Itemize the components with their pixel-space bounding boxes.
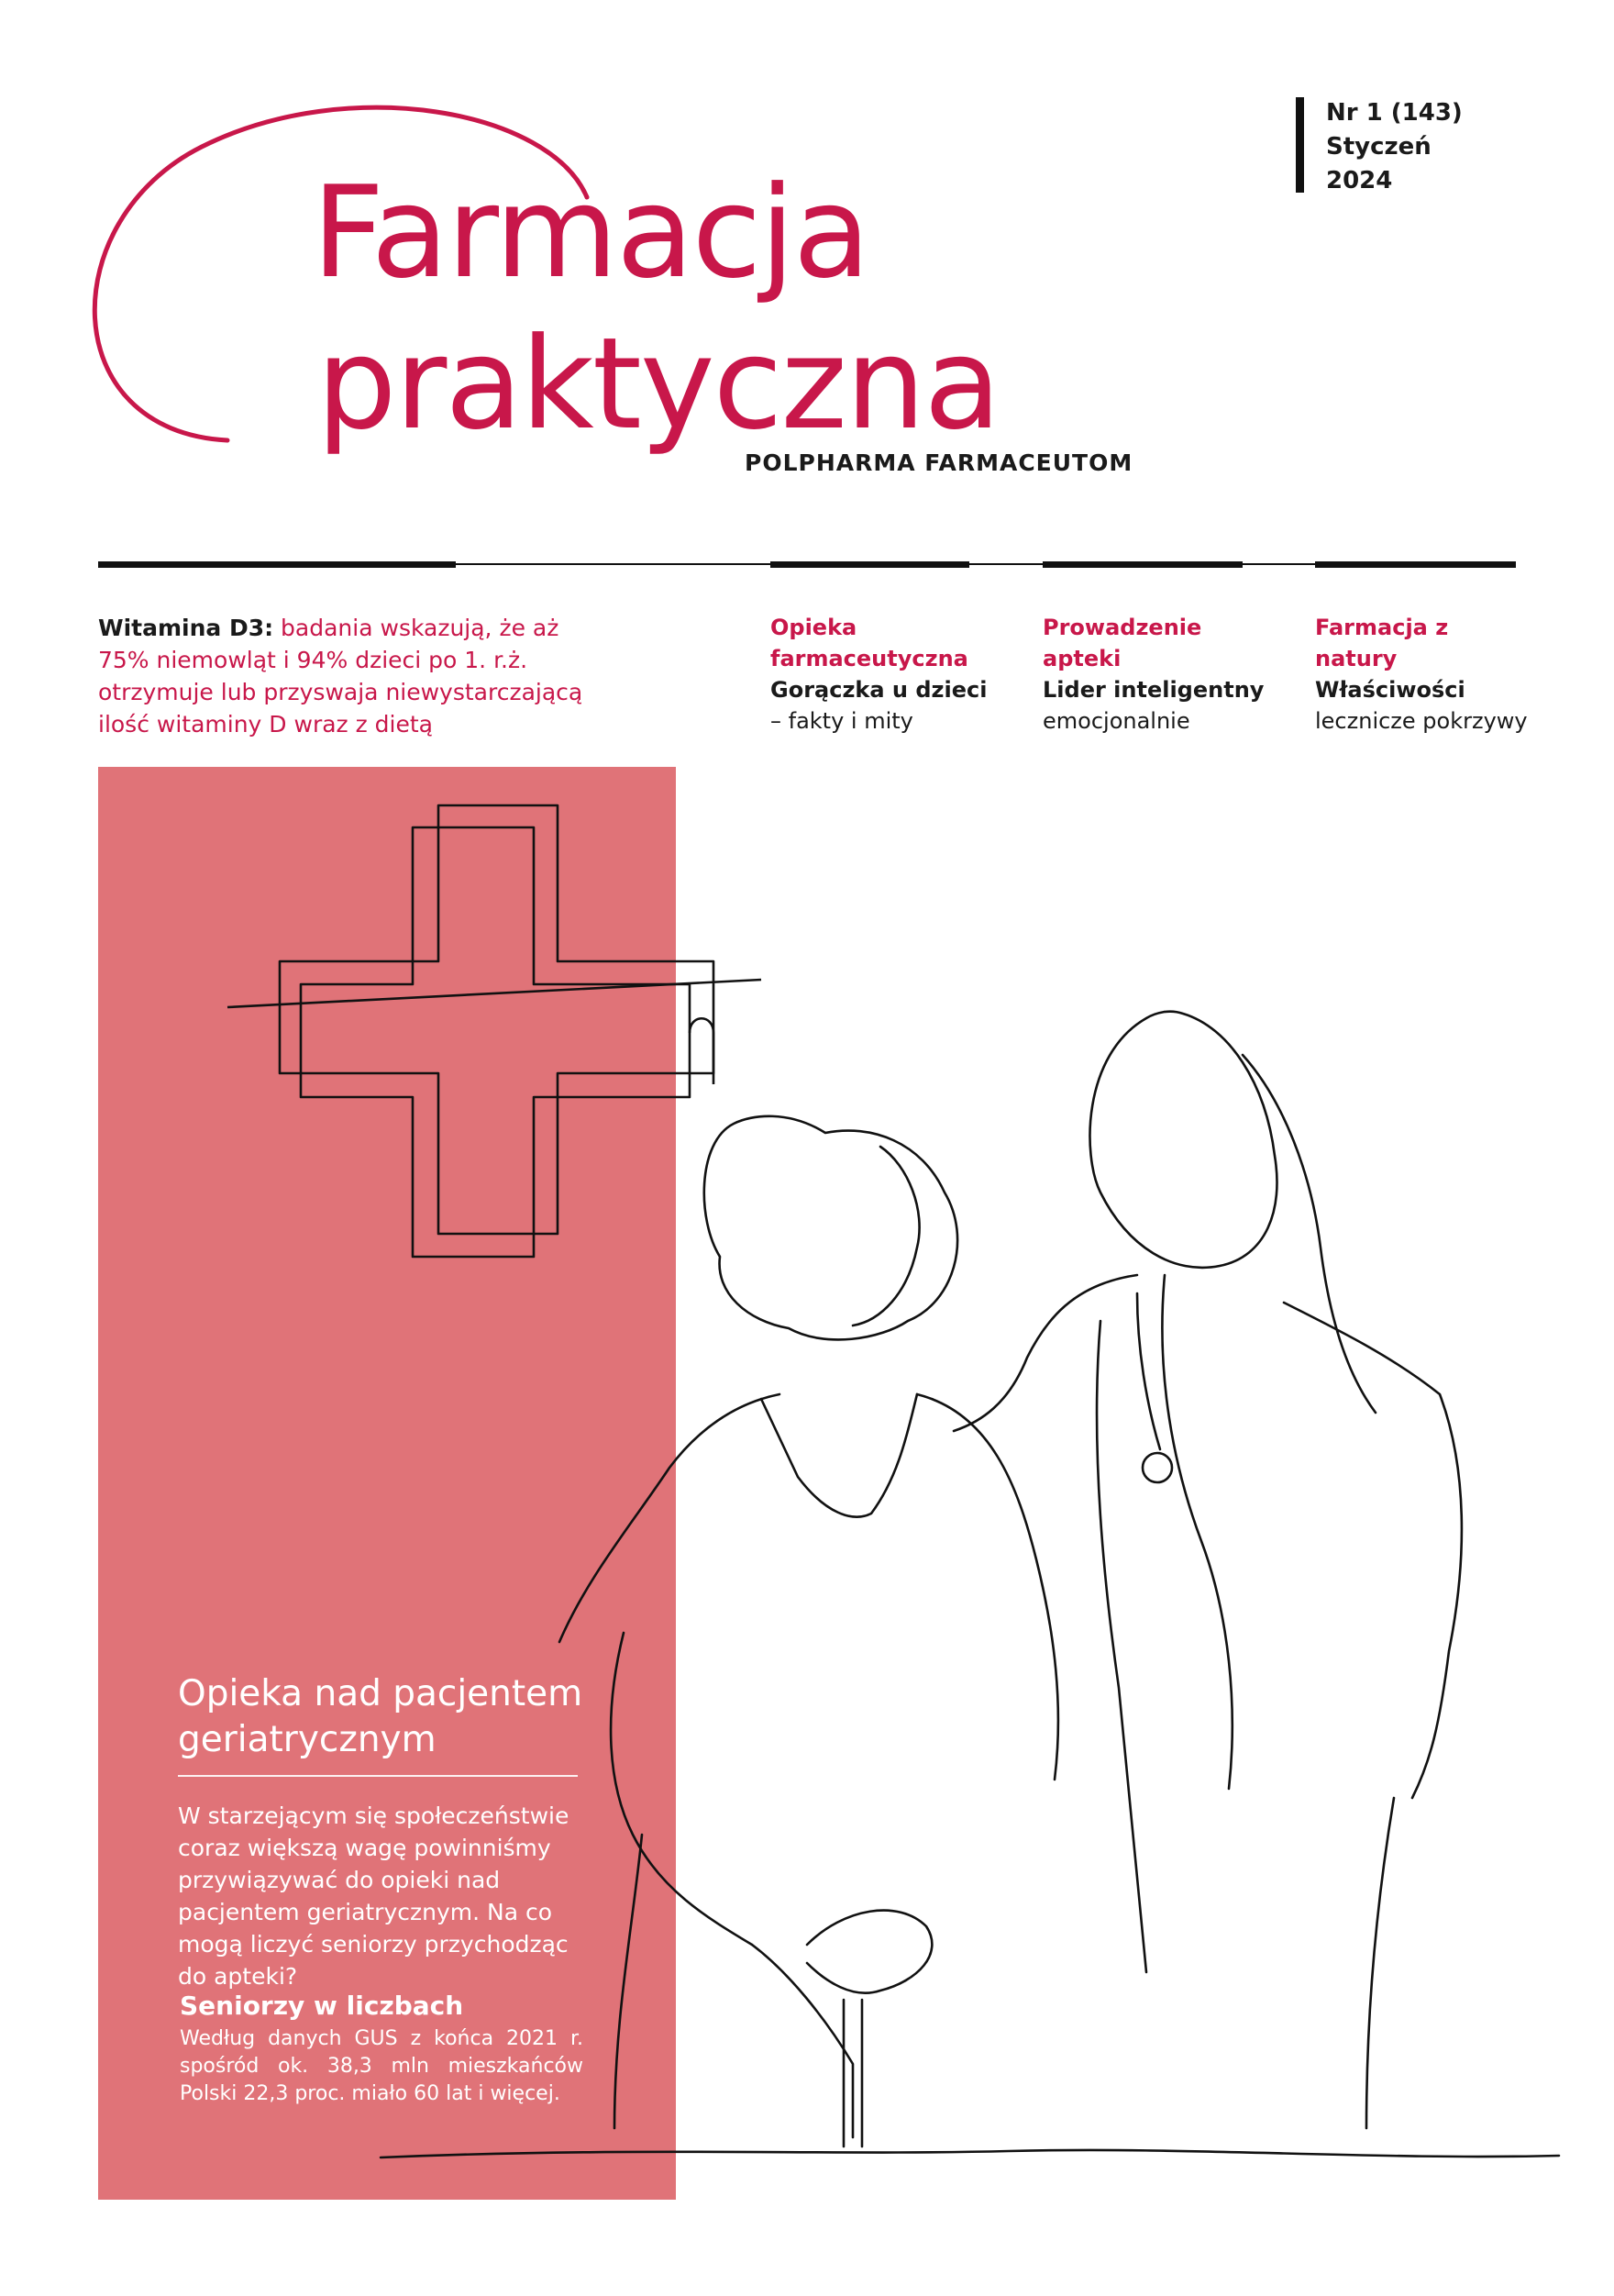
- seniors-stats-title: Seniorzy w liczbach: [180, 1991, 464, 2021]
- masthead-title-line1: Farmacja: [312, 159, 869, 306]
- teaser-label: Witamina D3:: [98, 615, 274, 641]
- teaser-title: Lider inteligentny: [1043, 677, 1265, 703]
- feature-divider: [178, 1775, 578, 1777]
- teaser-text: badania wskazują, że aż 75% niemowląt i 94% dzieci po 1. r.ż. otrzymuje lub przyswaja niewystarczającą ilość witaminy D wraz z dietą: [98, 615, 583, 738]
- masthead-title-line2: praktyczna: [316, 310, 1000, 458]
- section-rule: [969, 563, 1043, 565]
- feature-lead: W starzejącym się społeczeństwie coraz większą wagę powinniśmy przywiązywać do opieki nad pacjentem geriatrycznym. Na co mogą liczyć seniorzy przychodząc do apteki?: [178, 1802, 569, 1990]
- vitamin-d3-teaser[interactable]: [98, 612, 593, 740]
- teaser-subtitle: lecznicze pokrzywy: [1315, 708, 1528, 734]
- feature-title[interactable]: Opieka nad pacjentem geriatrycznym: [178, 1673, 583, 1760]
- teaser-category: Prowadzenie apteki: [1043, 615, 1202, 671]
- section-rule: [456, 563, 770, 565]
- pharmacy-cross-icon: [227, 805, 761, 1257]
- section-rule: [1315, 561, 1516, 568]
- teaser-category: Farmacja z natury: [1315, 615, 1449, 671]
- teaser-category: Opieka farmaceutyczna: [770, 615, 968, 671]
- teaser-subtitle: – fakty i mity: [770, 708, 913, 734]
- teaser-title: Gorączka u dzieci: [770, 677, 988, 703]
- issue-month: Styczeń: [1326, 133, 1432, 161]
- teaser-farmacja-z-natury[interactable]: [1315, 612, 1535, 737]
- teaser-prowadzenie-apteki[interactable]: [1043, 612, 1267, 737]
- issue-bar: [1296, 97, 1304, 193]
- teaser-opieka-farmaceutyczna[interactable]: [770, 612, 995, 737]
- section-rule: [98, 561, 456, 568]
- masthead-subtitle: POLPHARMA FARMACEUTOM: [745, 449, 1133, 476]
- section-rule: [1043, 561, 1243, 568]
- section-rule: [1243, 563, 1315, 565]
- teaser-title: Właściwości: [1315, 677, 1465, 703]
- teaser-subtitle: emocjonalnie: [1043, 708, 1190, 734]
- issue-year: 2024: [1326, 167, 1393, 194]
- seniors-stats-text: Według danych GUS z końca 2021 r. spośród ok. 38,3 mln mieszkańców Polski 22,3 proc. miało 60 lat i więcej.: [180, 2027, 583, 2105]
- issue-number: Nr 1 (143): [1326, 99, 1463, 127]
- section-rule: [770, 561, 969, 568]
